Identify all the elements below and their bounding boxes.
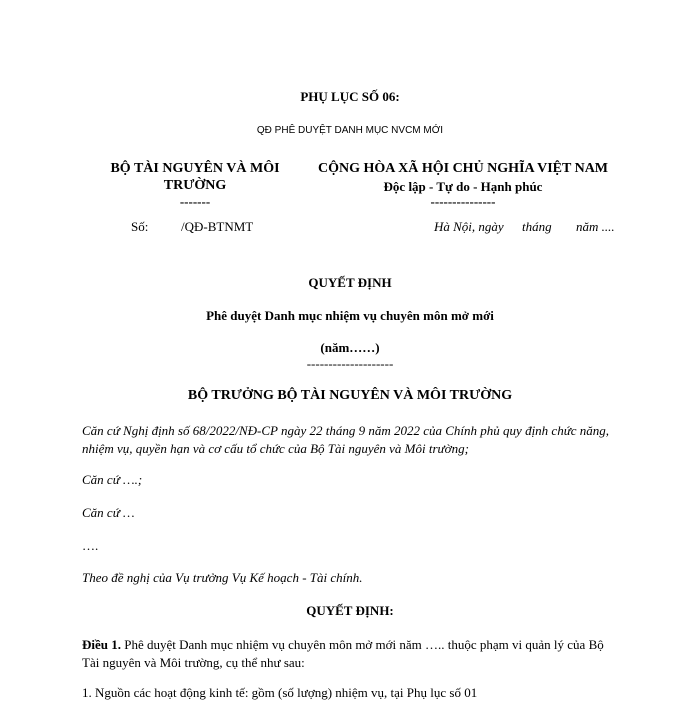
article-1: [82, 636, 622, 672]
appendix-title: PHỤ LỤC SỐ 06:: [300, 89, 400, 104]
date-year: năm ....: [576, 219, 615, 234]
decision-divider: --------------------: [306, 356, 394, 371]
proposal-line: Theo đề nghị của Vụ trưởng Vụ Kế hoạch - Tài chính.: [82, 570, 363, 585]
decision-subject: Phê duyệt Danh mục nhiệm vụ chuyên môn mở mới: [206, 308, 494, 323]
decides-heading: QUYẾT ĐỊNH:: [306, 603, 394, 618]
article-1-label: Điều 1.: [82, 637, 121, 652]
decision-year: (năm……): [320, 340, 380, 355]
legal-basis-3: Căn cứ …: [82, 505, 135, 520]
issuing-authority: BỘ TRƯỞNG BỘ TÀI NGUYÊN VÀ MÔI TRƯỜNG: [187, 388, 513, 403]
article-1-text: Phê duyệt Danh mục nhiệm vụ chuyên môn mở mới năm ….. thuộc phạm vi quản lý của Bộ Tài nguyên và Môi trường, cụ thể như sau:: [82, 637, 604, 670]
legal-basis-1: Căn cứ Nghị định số 68/2022/NĐ-CP ngày 22 tháng 9 năm 2022 của Chính phủ quy định chức năng, nhiệm vụ, quyền hạn và cơ cấu tổ chức của Bộ Tài nguyên và Môi trường;: [82, 423, 610, 456]
national-motto: Độc lập - Tự do - Hạnh phúc: [383, 179, 543, 194]
ministry-name-line2: TRƯỜNG: [163, 178, 227, 193]
decision-title: QUYẾT ĐỊNH: [308, 275, 392, 290]
nation-name: CỘNG HÒA XÃ HỘI CHỦ NGHĨA VIỆT NAM: [318, 161, 609, 176]
document-number-label: Số:: [131, 219, 149, 234]
ministry-name-line1: BỘ TÀI NGUYÊN VÀ MÔI: [110, 161, 280, 176]
document-number-code: /QĐ-BTNMT: [181, 219, 254, 234]
nation-divider: ---------------: [430, 194, 496, 209]
date-month: tháng: [522, 219, 552, 234]
ministry-divider: -------: [179, 194, 211, 209]
place-date: Hà Nội, ngày: [434, 219, 504, 234]
appendix-subtitle: QĐ PHÊ DUYỆT DANH MỤC NVCM MỚI: [256, 125, 444, 136]
legal-basis-4: ….: [82, 538, 99, 553]
legal-basis-2: Căn cứ ….;: [82, 472, 143, 487]
article-1-item-1: 1. Nguồn các hoạt động kinh tế: gồm (số lượng) nhiệm vụ, tại Phụ lục số 01: [82, 685, 478, 700]
